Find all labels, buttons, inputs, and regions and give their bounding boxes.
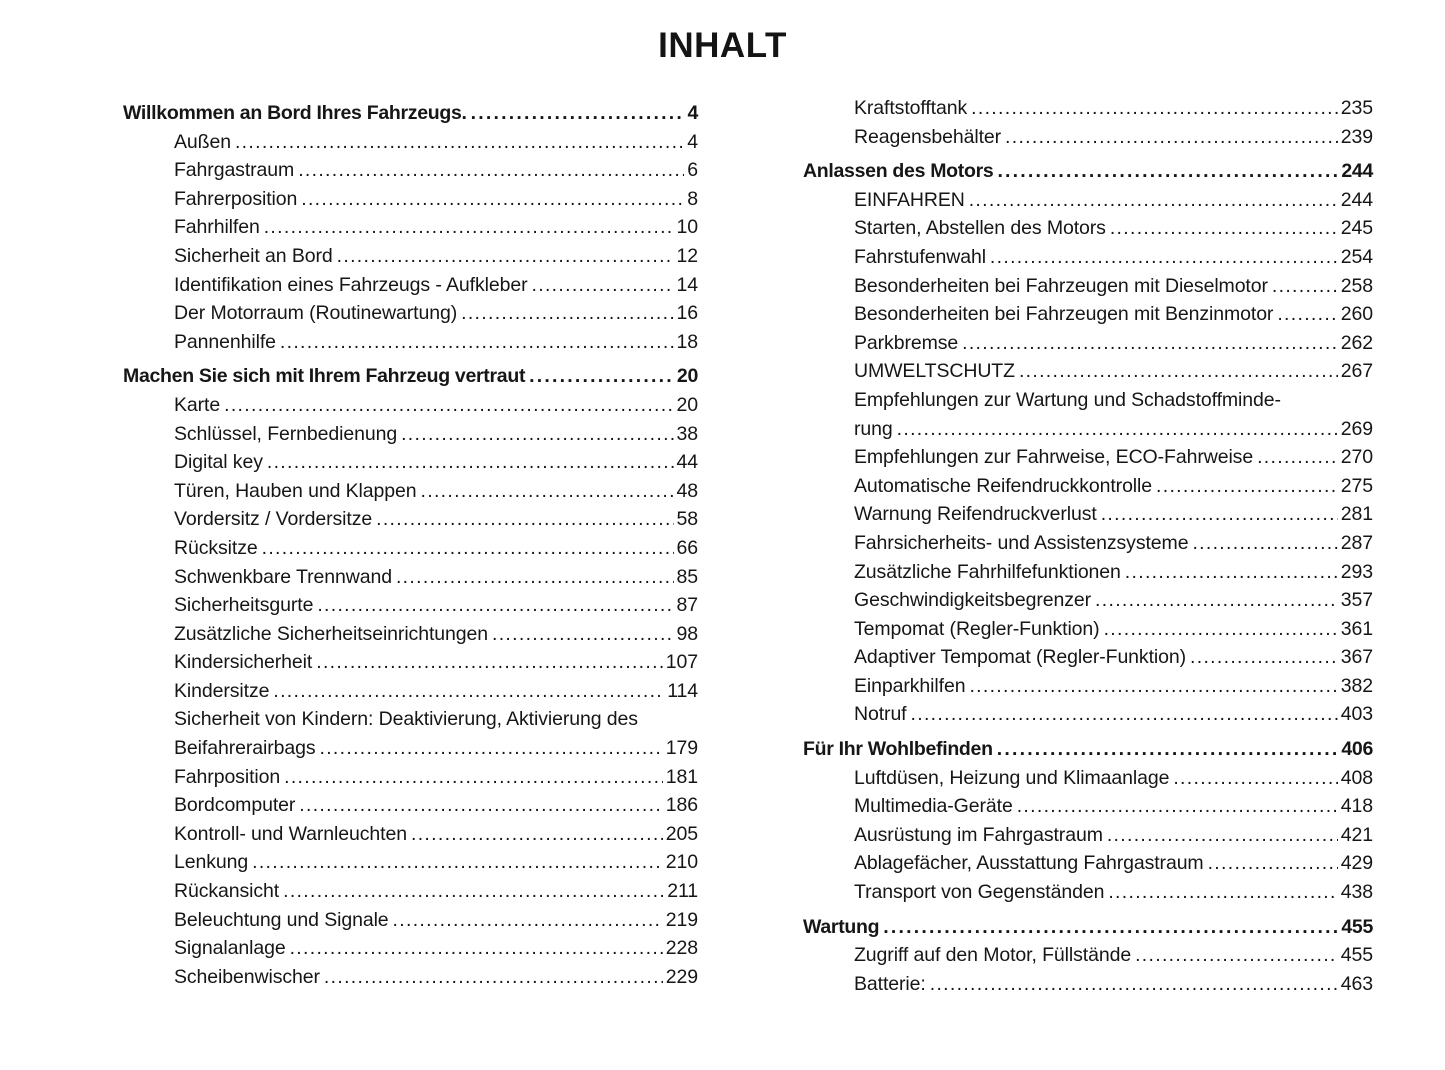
toc-entry[interactable] xyxy=(123,505,698,534)
dot-leader xyxy=(1192,529,1337,558)
toc-entry-label: Schwenkbare Trennwand xyxy=(174,565,392,588)
toc-entry-page: 114 xyxy=(667,679,698,702)
dot-leader xyxy=(337,242,674,271)
toc-entry-page: 229 xyxy=(665,965,698,988)
toc-entry-label: Ausrüstung im Fahrgastraum xyxy=(854,823,1103,846)
toc-entry-label: Machen Sie sich mit Ihrem Fahrzeug vertraut xyxy=(123,365,526,388)
toc-entry-label: Ablagefächer, Ausstattung Fahrgastraum xyxy=(854,852,1204,875)
toc-entry[interactable] xyxy=(803,443,1373,472)
dot-leader xyxy=(969,672,1337,701)
toc-entry-label: Schlüssel, Fernbedienung xyxy=(174,422,398,445)
toc-entry-line1 xyxy=(123,705,698,734)
toc-entry[interactable] xyxy=(803,186,1373,215)
toc-entry-page: 16 xyxy=(676,302,698,325)
toc-entry-page: 275 xyxy=(1340,474,1373,497)
toc-entry-label: Fahrhilfen xyxy=(174,216,260,239)
dot-leader xyxy=(393,906,663,935)
toc-entry-page: 210 xyxy=(665,851,698,874)
toc-entry-page: 228 xyxy=(665,937,698,960)
dot-leader xyxy=(1135,941,1338,970)
dot-leader xyxy=(883,913,1338,942)
toc-entry-label: Einparkhilfen xyxy=(854,674,966,697)
toc-entry[interactable] xyxy=(123,420,698,449)
toc-entry[interactable] xyxy=(803,300,1373,329)
toc-entry-label: Kontroll- und Warnleuchten xyxy=(174,822,407,845)
dot-leader xyxy=(1095,586,1338,615)
toc-entry-line1 xyxy=(803,386,1373,415)
dot-leader xyxy=(264,213,674,242)
toc-entry[interactable] xyxy=(123,477,698,506)
toc-entry-line2 xyxy=(803,415,1373,444)
toc-entry[interactable] xyxy=(123,877,698,906)
toc-entry-page: 245 xyxy=(1340,217,1373,240)
dot-leader xyxy=(471,99,685,128)
toc-entry-label: Sicherheitsgurte xyxy=(174,594,314,617)
dot-leader xyxy=(411,820,663,849)
toc-entry-page: 4 xyxy=(687,102,698,124)
dot-leader xyxy=(316,648,663,677)
toc-entry[interactable] xyxy=(803,849,1373,878)
toc-entry[interactable] xyxy=(803,243,1373,272)
toc-entry-label: Kindersicherheit xyxy=(174,651,313,674)
dot-leader xyxy=(529,362,674,391)
toc-entry-page: 235 xyxy=(1340,97,1373,119)
toc-entry-page: 382 xyxy=(1340,674,1373,697)
toc-entry-page: 418 xyxy=(1340,795,1373,818)
toc-entry[interactable] xyxy=(123,391,698,420)
dot-leader xyxy=(990,243,1338,272)
toc-entry-page: 260 xyxy=(1340,303,1373,326)
toc-entry-page: 463 xyxy=(1340,972,1373,995)
toc-entry-label: UMWELTSCHUTZ xyxy=(854,360,1015,383)
toc-entry-label: Starten, Abstellen des Motors xyxy=(854,217,1106,240)
toc-entry[interactable] xyxy=(803,529,1373,558)
toc-entry-page: 6 xyxy=(687,159,698,182)
dot-leader xyxy=(421,477,674,506)
toc-entry-label: Signalanlage xyxy=(174,937,286,960)
toc-entry-page: 421 xyxy=(1340,823,1373,846)
toc-entry-page: 58 xyxy=(676,508,698,531)
toc-entry-page: 269 xyxy=(1340,417,1373,440)
dot-leader xyxy=(401,420,673,449)
toc-entry-label: Der Motorraum (Routinewartung) xyxy=(174,302,458,325)
toc-entry-page: 429 xyxy=(1340,852,1373,875)
toc-entry-label: Außen xyxy=(174,130,231,153)
toc-entry-page: 4 xyxy=(687,130,698,153)
toc-entry[interactable] xyxy=(803,941,1373,970)
toc-entry[interactable] xyxy=(123,328,698,357)
toc-column-left xyxy=(123,99,698,991)
dot-leader xyxy=(376,505,673,534)
toc-entry[interactable] xyxy=(803,386,1373,443)
toc-entry[interactable] xyxy=(803,214,1373,243)
toc-entry[interactable] xyxy=(123,185,698,214)
toc-entry-page: 262 xyxy=(1340,331,1373,354)
dot-leader xyxy=(971,94,1338,123)
toc-entry[interactable] xyxy=(803,764,1373,793)
toc-entry[interactable] xyxy=(803,558,1373,587)
dot-leader xyxy=(997,157,1338,186)
toc-entry-label: Karte xyxy=(174,393,221,416)
toc-entry-label: Reagensbehälter xyxy=(854,125,1002,148)
toc-entry-page: 211 xyxy=(667,880,698,903)
toc-entry[interactable] xyxy=(123,448,698,477)
toc-entry-page: 18 xyxy=(676,330,698,353)
toc-entry-label: Zusätzliche Sicherheitseinrichtungen xyxy=(174,622,488,645)
toc-entry-label: Wartung xyxy=(803,915,880,938)
toc-entry-page: 98 xyxy=(676,622,698,645)
toc-entry-label: Automatische Reifendruckkontrolle xyxy=(854,474,1153,497)
dot-leader xyxy=(284,763,663,792)
toc-entry[interactable] xyxy=(123,963,698,992)
toc-entry[interactable] xyxy=(803,970,1373,999)
dot-leader xyxy=(1019,357,1338,386)
toc-entry-page: 281 xyxy=(1340,503,1373,526)
toc-entry-line2 xyxy=(123,734,698,763)
toc-entry-page: 293 xyxy=(1340,560,1373,583)
toc-entry-label: Sicherheit von Kindern: Deaktivierung, Aktivierung des xyxy=(174,708,638,731)
toc-entry-page: 38 xyxy=(676,422,698,445)
toc-entry-label: Adaptiver Tempomat (Regler-Funktion) xyxy=(854,646,1187,669)
dot-leader xyxy=(1005,123,1338,152)
toc-entry-label: Rücksitze xyxy=(174,536,258,559)
toc-entry[interactable] xyxy=(123,242,698,271)
dot-leader xyxy=(298,156,684,185)
toc-entry-label: Zugriff auf den Motor, Füllstände xyxy=(854,944,1132,967)
toc-entry-label: Identifikation eines Fahrzeugs - Aufkleber xyxy=(174,273,528,296)
dot-leader xyxy=(224,391,673,420)
toc-entry-label: Beleuchtung und Signale xyxy=(174,908,389,931)
toc-entry-label: Fahrerposition xyxy=(174,187,298,210)
toc-entry-label: Digital key xyxy=(174,451,263,474)
toc-entry-page: 219 xyxy=(665,908,698,931)
dot-leader xyxy=(273,677,664,706)
toc-section-entry[interactable] xyxy=(803,735,1373,764)
toc-entry-label: Batterie: xyxy=(854,972,926,995)
toc-entry-label: Vordersitz / Vordersitze xyxy=(174,508,373,531)
dot-leader xyxy=(897,415,1338,444)
dot-leader xyxy=(1257,443,1338,472)
toc-entry-label: Fahrsicherheits- und Assistenzsysteme xyxy=(854,531,1189,554)
toc-entry-page: 254 xyxy=(1340,245,1373,268)
page-title: INHALT xyxy=(658,26,787,65)
dot-leader xyxy=(1272,272,1338,301)
toc-entry-label: Bordcomputer xyxy=(174,794,296,817)
dot-leader xyxy=(1110,214,1338,243)
toc-entry-label-continued: Beifahrerairbags xyxy=(174,737,316,760)
toc-entry-label: Kraftstofftank xyxy=(854,97,968,119)
toc-entry-label: Empfehlungen zur Wartung und Schadstoffminde- xyxy=(854,388,1281,411)
toc-entry[interactable] xyxy=(123,848,698,877)
toc-entry-page: 455 xyxy=(1340,944,1373,967)
dot-leader xyxy=(235,128,684,157)
toc-entry-label: Geschwindigkeitsbegrenzer xyxy=(854,589,1092,612)
toc-entry-label: Willkommen an Bord Ihres Fahrzeugs. xyxy=(123,102,467,124)
toc-entry[interactable] xyxy=(123,271,698,300)
toc-entry-label: Multimedia-Geräte xyxy=(854,795,1013,818)
dot-leader xyxy=(1208,849,1338,878)
toc-entry-page: 8 xyxy=(687,187,698,210)
toc-entry[interactable] xyxy=(803,700,1373,729)
toc-entry-page: 107 xyxy=(665,651,698,674)
toc-entry-page: 85 xyxy=(676,565,698,588)
dot-leader xyxy=(962,329,1338,358)
toc-entry-label: Notruf xyxy=(854,703,907,726)
toc-entry-label: Anlassen des Motors xyxy=(803,160,994,183)
dot-leader xyxy=(290,934,663,963)
toc-entry[interactable] xyxy=(123,791,698,820)
toc-entry-label: Besonderheiten bei Fahrzeugen mit Dieselmotor xyxy=(854,274,1268,297)
toc-entry-page: 367 xyxy=(1340,646,1373,669)
dot-leader xyxy=(396,563,674,592)
toc-entry[interactable] xyxy=(803,672,1373,701)
toc-entry[interactable] xyxy=(123,563,698,592)
dot-leader xyxy=(252,848,663,877)
toc-entry-label: Besonderheiten bei Fahrzeugen mit Benzinmotor xyxy=(854,303,1274,326)
toc-entry-label: Lenkung xyxy=(174,851,249,874)
dot-leader xyxy=(911,700,1338,729)
toc-entry-label: Fahrstufenwahl xyxy=(854,245,986,268)
toc-entry-page: 87 xyxy=(676,594,698,617)
toc-entry[interactable] xyxy=(803,821,1373,850)
toc-column-right xyxy=(803,94,1373,998)
toc-section-entry[interactable] xyxy=(123,362,698,391)
toc-entry-page: 10 xyxy=(676,216,698,239)
dot-leader xyxy=(997,735,1339,764)
toc-entry[interactable] xyxy=(803,615,1373,644)
dot-leader xyxy=(1101,500,1338,529)
toc-entry[interactable] xyxy=(803,94,1373,123)
toc-entry[interactable] xyxy=(123,620,698,649)
dot-leader xyxy=(1156,472,1338,501)
dot-leader xyxy=(283,877,664,906)
toc-entry-page: 179 xyxy=(665,737,698,760)
toc-entry-page: 48 xyxy=(676,479,698,502)
toc-entry-label: Fahrgastraum xyxy=(174,159,295,182)
toc-entry[interactable] xyxy=(803,500,1373,529)
dot-leader xyxy=(1125,558,1338,587)
toc-entry-label: Türen, Hauben und Klappen xyxy=(174,479,417,502)
dot-leader xyxy=(1104,615,1338,644)
toc-entry[interactable] xyxy=(803,123,1373,152)
toc-entry[interactable] xyxy=(123,934,698,963)
toc-entry-label: Tempomat (Regler-Funktion) xyxy=(854,617,1100,640)
toc-entry-page: 361 xyxy=(1340,617,1373,640)
dot-leader xyxy=(301,185,684,214)
toc-entry-label: Sicherheit an Bord xyxy=(174,244,333,267)
toc-entry[interactable] xyxy=(803,792,1373,821)
toc-entry[interactable] xyxy=(123,906,698,935)
dot-leader xyxy=(930,970,1338,999)
toc-entry[interactable] xyxy=(803,878,1373,907)
toc-entry-label: Parkbremse xyxy=(854,331,959,354)
toc-entry-label: Kindersitze xyxy=(174,679,270,702)
dot-leader xyxy=(492,620,674,649)
toc-entry[interactable] xyxy=(803,272,1373,301)
toc-entry[interactable] xyxy=(123,677,698,706)
toc-entry[interactable] xyxy=(123,128,698,157)
toc-entry-label: Transport von Gegenständen xyxy=(854,881,1105,904)
dot-leader xyxy=(969,186,1338,215)
dot-leader xyxy=(267,448,674,477)
toc-entry[interactable] xyxy=(803,643,1373,672)
toc-entry[interactable] xyxy=(803,586,1373,615)
toc-entry-page: 239 xyxy=(1340,125,1373,148)
toc-entry-page: 186 xyxy=(665,794,698,817)
toc-section-entry[interactable] xyxy=(123,99,698,128)
toc-entry-label: Empfehlungen zur Fahrweise, ECO-Fahrweise xyxy=(854,446,1254,469)
toc-entry-page: 270 xyxy=(1340,446,1373,469)
toc-entry-page: 20 xyxy=(676,393,698,416)
dot-leader xyxy=(532,271,674,300)
dot-leader xyxy=(262,534,674,563)
toc-entry-page: 455 xyxy=(1341,915,1373,938)
dot-leader xyxy=(280,328,674,357)
toc-entry-page: 258 xyxy=(1340,274,1373,297)
toc-entry-label: Pannenhilfe xyxy=(174,330,276,353)
toc-entry-label: Warnung Reifendruckverlust xyxy=(854,503,1097,526)
toc-entry[interactable] xyxy=(123,591,698,620)
dot-leader xyxy=(1277,300,1337,329)
toc-entry-page: 408 xyxy=(1340,766,1373,789)
toc-entry-label: EINFAHREN xyxy=(854,188,965,211)
toc-entry-page: 20 xyxy=(676,365,698,388)
toc-entry-page: 244 xyxy=(1341,160,1373,183)
toc-entry[interactable] xyxy=(803,329,1373,358)
toc-entry-label-continued: rung xyxy=(854,417,893,440)
dot-leader xyxy=(319,734,662,763)
toc-entry-label: Scheibenwischer xyxy=(174,965,320,988)
toc-entry-page: 205 xyxy=(665,822,698,845)
toc-entry-page: 357 xyxy=(1340,589,1373,612)
toc-entry[interactable] xyxy=(123,648,698,677)
toc-entry-page: 66 xyxy=(676,536,698,559)
toc-entry[interactable] xyxy=(123,534,698,563)
toc-entry[interactable] xyxy=(123,820,698,849)
toc-section-entry[interactable] xyxy=(803,157,1373,186)
toc-entry-page: 403 xyxy=(1340,703,1373,726)
dot-leader xyxy=(1108,878,1337,907)
toc-entry[interactable] xyxy=(123,299,698,328)
toc-entry[interactable] xyxy=(803,472,1373,501)
toc-entry-label: Luftdüsen, Heizung und Klimaanlage xyxy=(854,766,1170,789)
toc-entry-page: 287 xyxy=(1340,531,1373,554)
dot-leader xyxy=(1173,764,1337,793)
toc-entry-page: 44 xyxy=(676,451,698,474)
toc-entry[interactable] xyxy=(803,357,1373,386)
toc-entry[interactable] xyxy=(123,156,698,185)
dot-leader xyxy=(1017,792,1338,821)
dot-leader xyxy=(299,791,662,820)
toc-entry-page: 438 xyxy=(1340,881,1373,904)
toc-entry[interactable] xyxy=(123,213,698,242)
toc-entry[interactable] xyxy=(123,705,698,762)
dot-leader xyxy=(1107,821,1338,850)
toc-entry-page: 267 xyxy=(1340,360,1373,383)
toc-entry-label: Für Ihr Wohlbefinden xyxy=(803,738,993,761)
dot-leader xyxy=(1190,643,1338,672)
toc-entry-label: Rückansicht xyxy=(174,880,280,903)
toc-entry-page: 181 xyxy=(665,765,698,788)
toc-entry-page: 12 xyxy=(676,244,698,267)
toc-section-entry[interactable] xyxy=(803,913,1373,942)
dot-leader xyxy=(317,591,673,620)
dot-leader xyxy=(461,299,673,328)
toc-entry[interactable] xyxy=(123,763,698,792)
toc-entry-label: Zusätzliche Fahrhilfefunktionen xyxy=(854,560,1121,583)
toc-entry-page: 14 xyxy=(676,273,698,296)
toc-entry-page: 406 xyxy=(1341,738,1373,761)
toc-entry-label: Fahrposition xyxy=(174,765,281,788)
dot-leader xyxy=(324,963,663,992)
toc-entry-page: 244 xyxy=(1340,188,1373,211)
